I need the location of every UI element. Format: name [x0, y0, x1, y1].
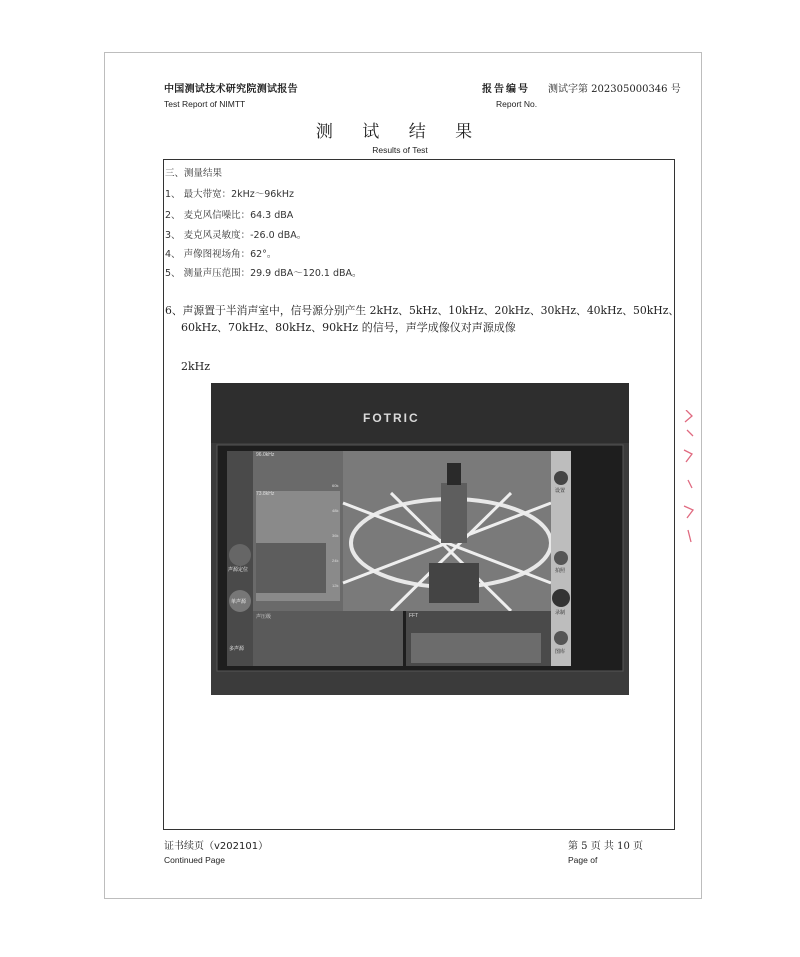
tick-label: 12k [332, 583, 339, 588]
continued-page-cn: 证书续页（v202101） [164, 841, 269, 852]
results-heading: 三、测量结果 [165, 168, 223, 179]
page-number-en: Page of [568, 855, 598, 865]
settings-button: 设置 [555, 488, 566, 494]
gallery-button: 图库 [555, 649, 566, 655]
capture-button: 拍照 [555, 568, 566, 574]
frequency-label: 2kHz [181, 360, 211, 373]
freq-top-label: 96.0kHz [256, 452, 275, 458]
seal-stamp [682, 410, 696, 550]
result-item: 1、 最大带宽：2kHz～96kHz [165, 189, 294, 200]
continued-page-en: Continued Page [164, 855, 225, 865]
tick-label: 48k [332, 508, 339, 513]
single-source-button: 单声源 [231, 599, 247, 605]
photo-svg [211, 383, 629, 695]
report-number-label-en: Report No. [496, 99, 538, 109]
brand-logo: FOTRIC [363, 411, 420, 425]
locate-button: 声源定位 [228, 567, 249, 573]
seal-stamp-svg [682, 410, 696, 550]
result-item: 5、 测量声压范围：29.9 dBA～120.1 dBA。 [165, 268, 362, 279]
tick-label: 36k [332, 533, 339, 538]
tick-label: 24k [332, 558, 339, 563]
acoustic-imager-photo [211, 383, 629, 695]
report-number: 测试字第 202305000346 号 [548, 84, 681, 95]
record-button: 录制 [555, 610, 566, 616]
result-item: 4、 声像图视场角：62°。 [165, 249, 277, 260]
multi-source-button: 多声源 [229, 646, 245, 652]
result-item: 3、 麦克风灵敏度：-26.0 dBA。 [165, 230, 307, 241]
spl-panel-label: 声压级 [256, 614, 272, 620]
page-number-cn: 第 5 页 共 10 页 [568, 841, 643, 852]
report-number-label: 报告编号 [482, 84, 530, 95]
page-subtitle: Results of Test [372, 145, 428, 155]
fft-panel-label: FFT [409, 613, 419, 619]
result-item-6-line2: 60kHz、70kHz、80kHz、90kHz 的信号，声学成像仪对声源成像 [181, 321, 516, 334]
result-item-6-line1: 6、声源置于半消声室中，信号源分别产生 2kHz、5kHz、10kHz、20kHz、30kHz、40kHz、50kHz、 [165, 304, 680, 317]
page-title: 测 试 结 果 [315, 122, 485, 142]
tick-label: 60k [332, 483, 339, 488]
freq-mid-label: 73.8kHz [256, 491, 275, 497]
org-title-cn: 中国测试技术研究院测试报告 [164, 84, 298, 95]
result-item: 2、 麦克风信噪比：64.3 dBA [165, 210, 294, 221]
org-title-en: Test Report of NIMTT [164, 99, 246, 109]
